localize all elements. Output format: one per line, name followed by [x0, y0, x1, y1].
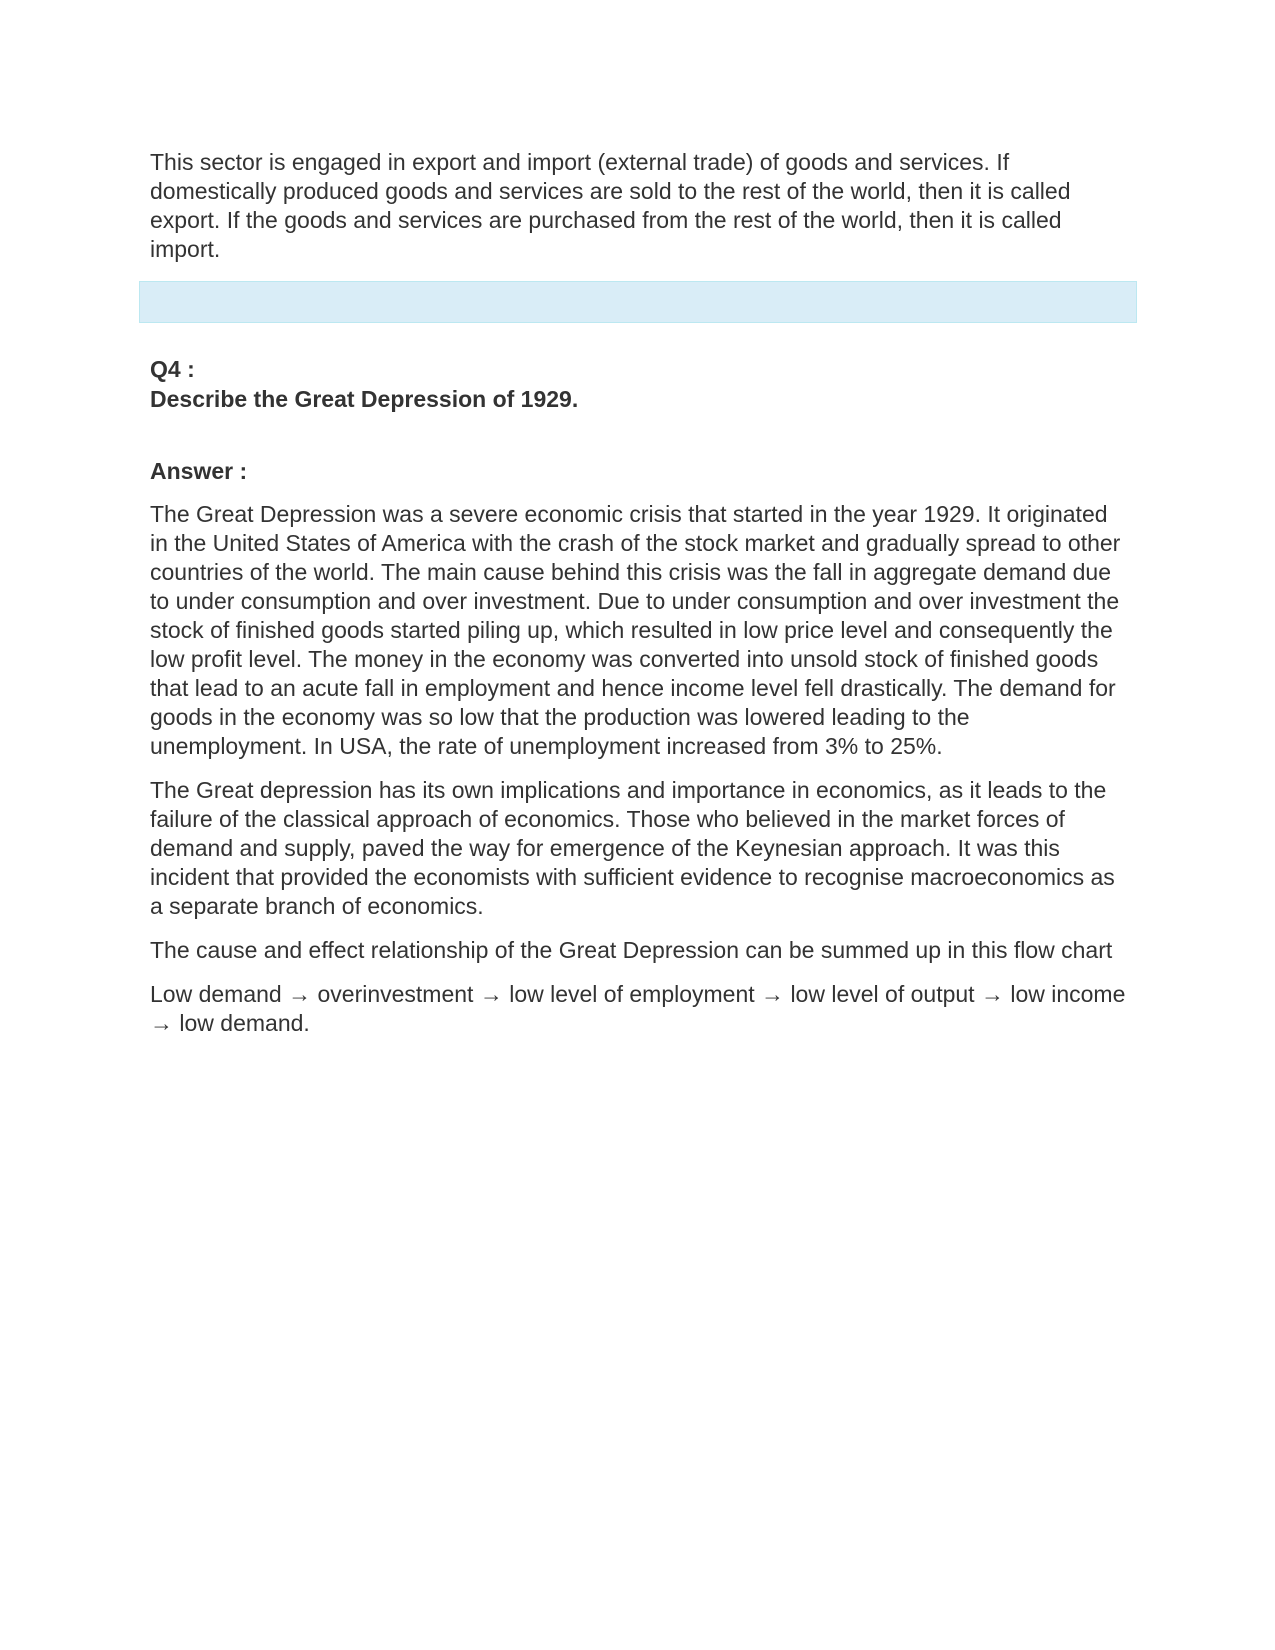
answer-label: Answer :: [150, 458, 248, 484]
question-text: Describe the Great Depression of 1929.: [150, 386, 579, 412]
answer-block: [150, 456, 1130, 1038]
question-number: Q4 :: [150, 356, 195, 382]
section-divider-band: [139, 281, 1137, 323]
answer-paragraph-2: The Great depression has its own implications and importance in economics, as it leads to the failure of the classical approach of economics. Those who believed in the market forces of demand and supply, paved the way for emergence of the Keynesian approach. It was this incident that provided the economists with sufficient evidence to recognise macroeconomics as a separate branch of economics.: [150, 777, 1115, 919]
document-page: [150, 148, 1130, 1053]
answer-paragraph-3: The cause and effect relationship of the Great Depression can be summed up in this flow chart: [150, 937, 1113, 963]
question-block: [150, 355, 1130, 414]
intro-paragraph: This sector is engaged in export and import (external trade) of goods and services. If domestically produced goods and services are sold to the rest of the world, then it is called export. If the goods and services are purchased from the rest of the world, then it is called import.: [150, 149, 1071, 262]
answer-paragraph-1: The Great Depression was a severe economic crisis that started in the year 1929. It originated in the United States of America with the crash of the stock market and gradually spread to other countries of the world. The main cause behind this crisis was the fall in aggregate demand due to under consumption and over investment. Due to under consumption and over investment the stock of finished goods started piling up, which resulted in low price level and consequently the low profit level. The money in the economy was converted into unsold stock of finished goods that lead to an acute fall in employment and hence income level fell drastically. The demand for goods in the economy was so low that the production was lowered leading to the unemployment. In USA, the rate of unemployment increased from 3% to 25%.: [150, 501, 1121, 759]
flow-chart-sequence: Low demand → overinvestment → low level of employment → low level of output → low income → low demand.: [150, 981, 1126, 1036]
